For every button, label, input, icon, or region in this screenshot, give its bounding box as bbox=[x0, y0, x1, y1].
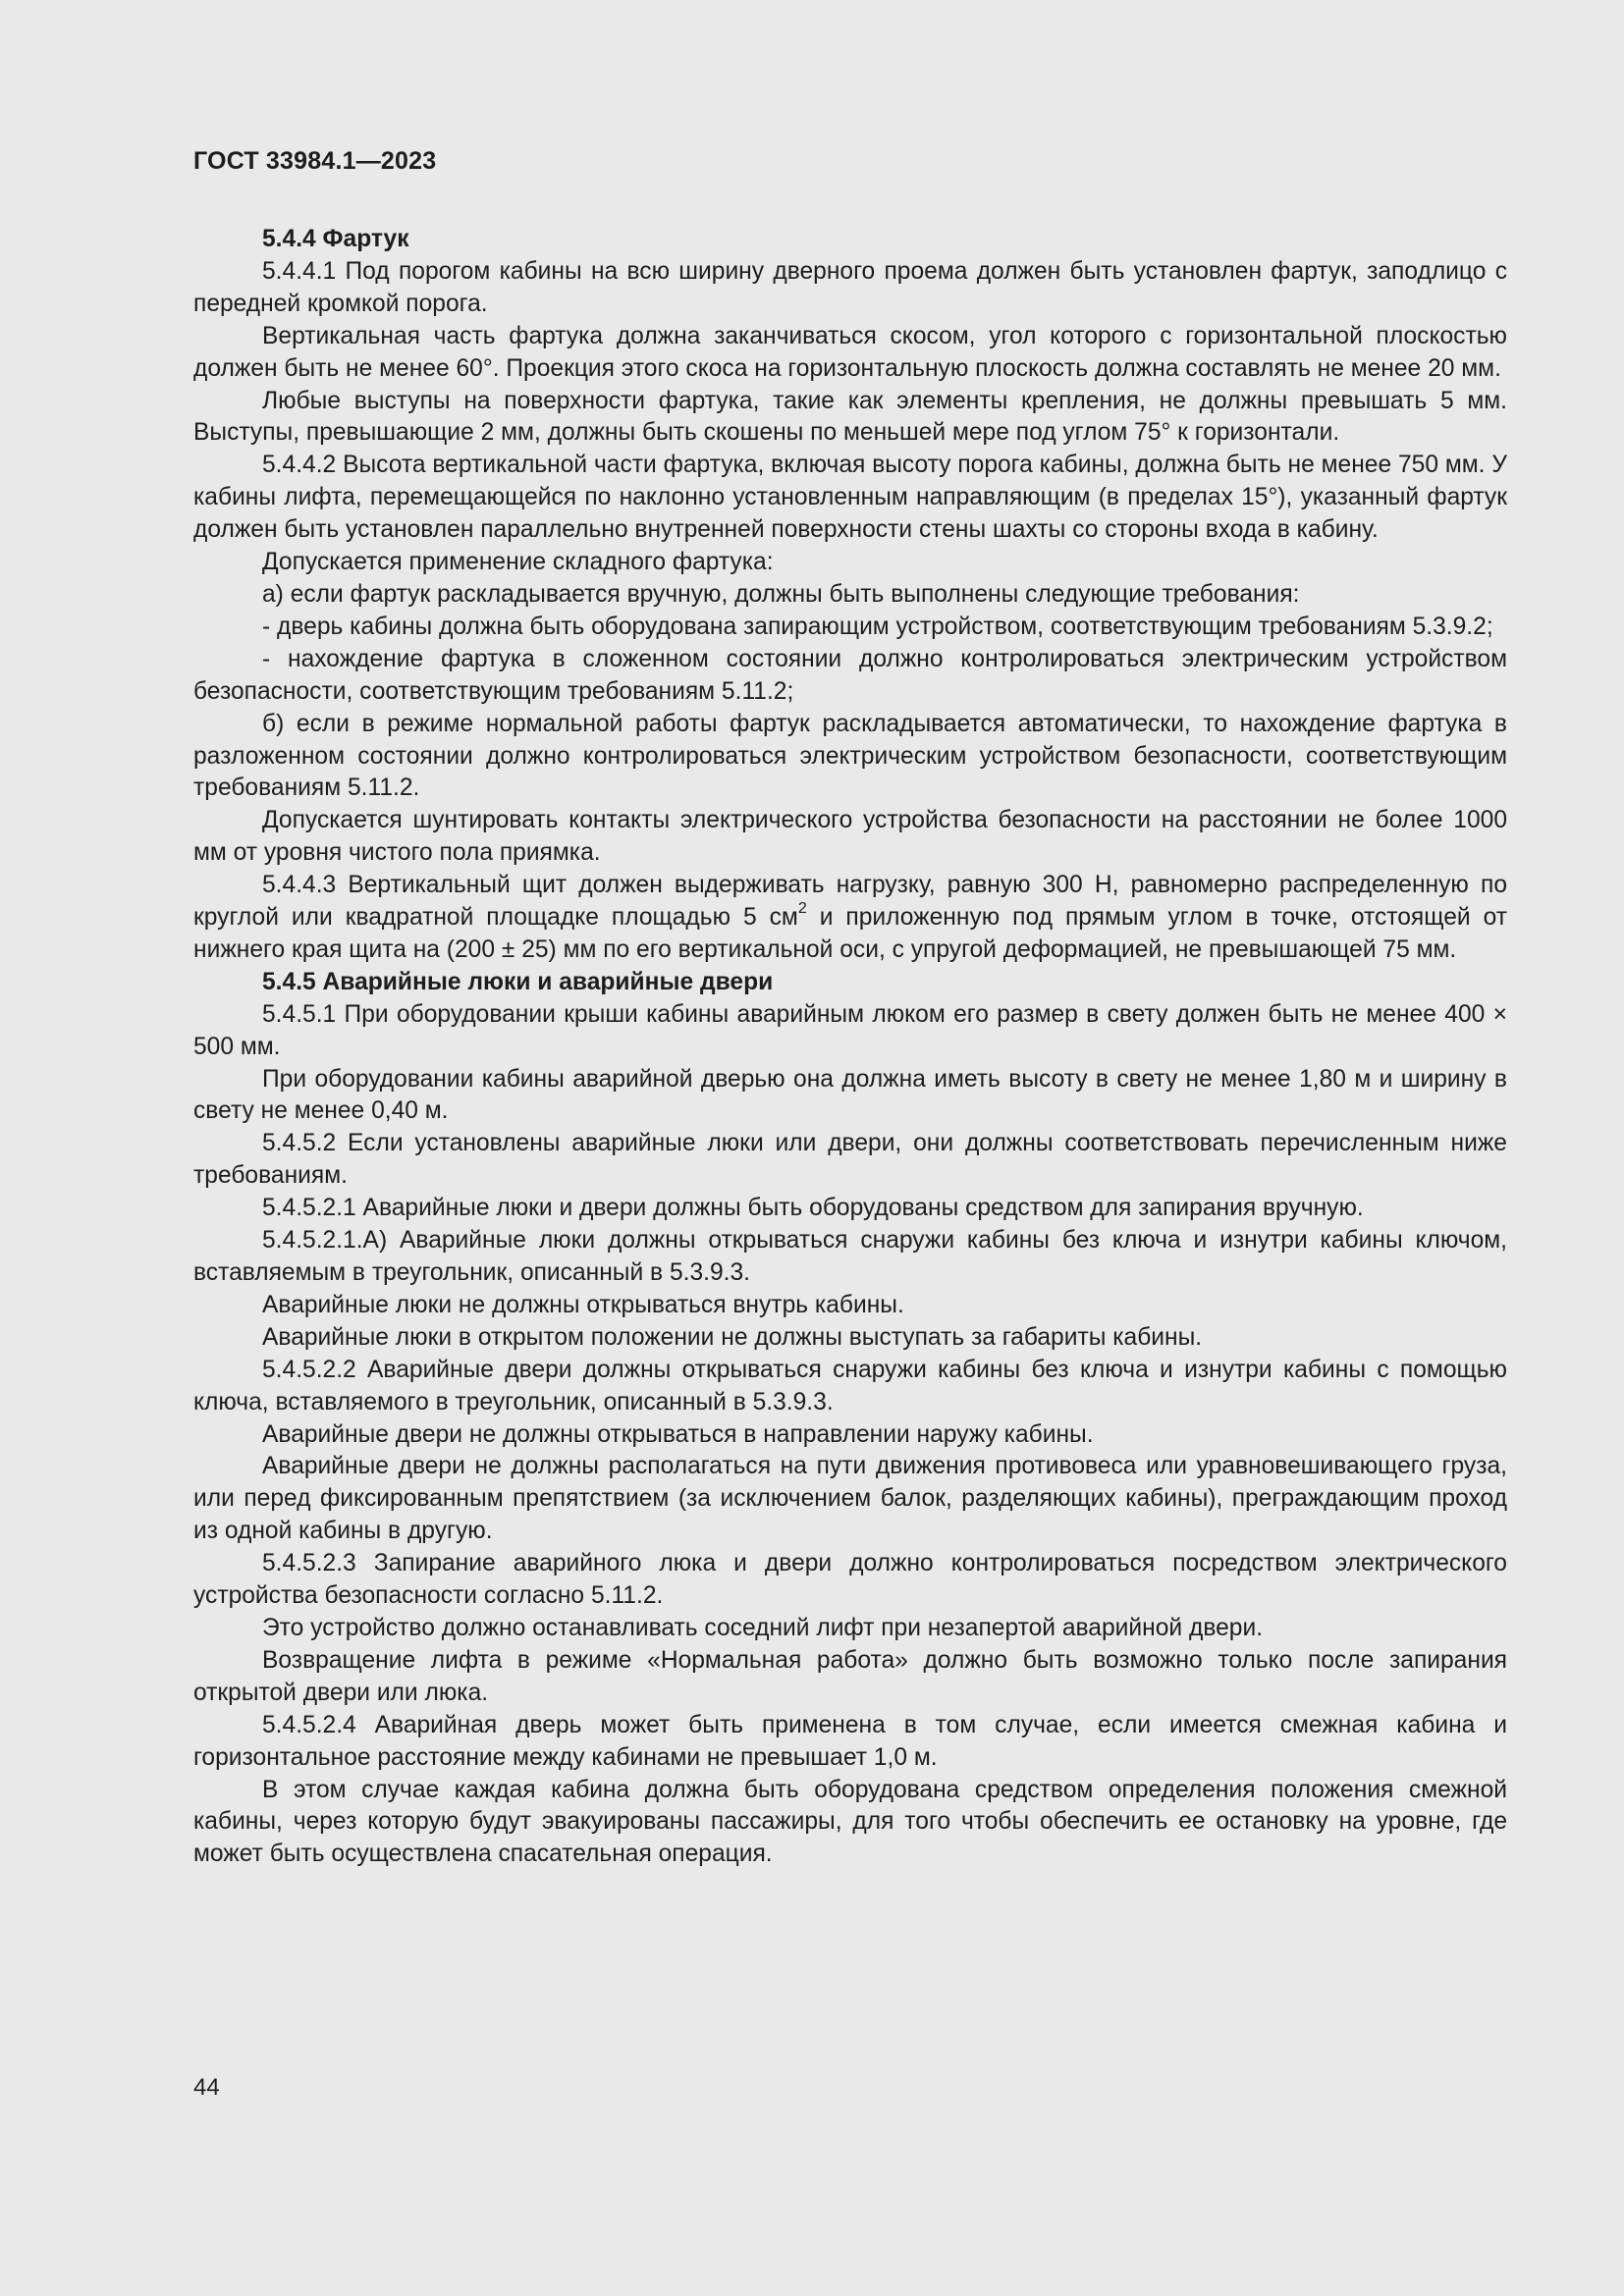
paragraph: 5.4.5.2.4 Аварийная дверь может быть применена в том случае, если имеется смежная кабина и горизонтальное расстояние между кабинами не превышает 1,0 м. bbox=[193, 1711, 1507, 1771]
paragraph: Аварийные двери не должны располагаться на пути движения противовеса или уравновешивающего груза, или перед фиксированным препятствием (за исключением балок, разделяющих кабины), преграждающим проход из одной кабины в другую. bbox=[193, 1453, 1507, 1545]
paragraph: Возвращение лифта в режиме «Нормальная работа» должно быть возможно только после запирания открытой двери или люка. bbox=[193, 1646, 1507, 1706]
paragraph-5-4-4-3 bbox=[193, 870, 1507, 967]
list-item: - нахождение фартука в сложенном состоянии должно контролироваться электрическим устройством безопасности, соответствующим требованиям 5.11.2; bbox=[193, 645, 1507, 705]
paragraph: 5.4.5.1 При оборудовании крыши кабины аварийным люком его размер в свету должен быть не менее 400 × 500 мм. bbox=[193, 1000, 1507, 1060]
paragraph: Это устройство должно останавливать соседний лифт при незапертой аварийной двери. bbox=[262, 1614, 1264, 1641]
paragraph: В этом случае каждая кабина должна быть оборудована средством определения положения смежной кабины, через которую будут эвакуированы пассажиры, для того чтобы обеспечить ее остановку на уровне, где может быть осуществлена спасательная операция. bbox=[193, 1776, 1507, 1868]
paragraph: 5.4.4.1 Под порогом кабины на всю ширину дверного проема должен быть установлен фартук, заподлицо с передней кромкой порога. bbox=[193, 257, 1507, 317]
paragraph: 5.4.5.2 Если установлены аварийные люки или двери, они должны соответствовать перечисленным ниже требованиям. bbox=[193, 1130, 1507, 1190]
list-item: - дверь кабины должна быть оборудована запирающим устройством, соответствующим требованиям 5.3.9.2; bbox=[262, 613, 1493, 640]
paragraph: 5.4.5.2.2 Аварийные двери должны открываться снаружи кабины без ключа и изнутри кабины с помощью ключа, вставляемого в треугольник, описанный в 5.3.9.3. bbox=[193, 1356, 1507, 1415]
list-item: б) если в режиме нормальной работы фартук раскладывается автоматически, то нахождение фартука в разложенном состоянии должно контролироваться электрическим устройством безопасности, соответствующим требованиям 5.11.2. bbox=[193, 710, 1507, 802]
paragraph: Аварийные люки в открытом положении не должны выступать за габариты кабины. bbox=[262, 1323, 1203, 1351]
paragraph: Любые выступы на поверхности фартука, такие как элементы крепления, не должны превышать 5 мм. Выступы, превышающие 2 мм, должны быть скошены по меньшей мере под углом 75° к горизонтали. bbox=[193, 387, 1507, 447]
paragraph: При оборудовании кабины аварийной дверью она должна иметь высоту в свету не менее 1,80 м и ширину в свету не менее 0,40 м. bbox=[193, 1065, 1507, 1125]
document-body bbox=[193, 224, 1507, 1871]
page-number: 44 bbox=[193, 2074, 220, 2101]
paragraph: Аварийные люки не должны открываться внутрь кабины. bbox=[262, 1291, 904, 1318]
paragraph-text: 5.4.4.3 Вертикальный щит должен выдерживать нагрузку, равную 300 Н, равномерно распределенную по круглой или квадратной площадке площадью 5 см bbox=[193, 872, 1507, 932]
paragraph: 5.4.4.2 Высота вертикальной части фартука, включая высоту порога кабины, должна быть не менее 750 мм. У кабины лифта, перемещающейся по наклонно установленным направляющим (в пределах 15°), указанный фартук должен быть установлен параллельно внутренней поверхности стены шахты со стороны входа в кабину. bbox=[193, 452, 1507, 544]
paragraph: Вертикальная часть фартука должна заканчиваться скосом, угол которого с горизонтальной плоскостью должен быть не менее 60°. Проекция этого скоса на горизонтальную плоскость должна составлять не менее 20 мм. bbox=[193, 322, 1507, 382]
paragraph: 5.4.5.2.1 Аварийные люки и двери должны быть оборудованы средством для запирания вручную. bbox=[262, 1195, 1364, 1222]
paragraph: Допускается шунтировать контакты электрического устройства безопасности на расстоянии не более 1000 мм от уровня чистого пола приямка. bbox=[193, 807, 1507, 867]
paragraph: 5.4.5.2.3 Запирание аварийного люка и двери должно контролироваться посредством электрического устройства безопасности согласно 5.11.2. bbox=[193, 1550, 1507, 1610]
paragraph-text: и приложенную под прямым углом в точке, отстоящей от нижнего края щита на (200 ± 25) мм по его вертикальной оси, с упругой деформацией, не превышающей 75 мм. bbox=[193, 904, 1507, 963]
section-heading-5-4-4: 5.4.4 Фартук bbox=[262, 226, 409, 252]
list-item: а) если фартук раскладывается вручную, должны быть выполнены следующие требования: bbox=[262, 580, 1300, 608]
paragraph: 5.4.5.2.1.А) Аварийные люки должны открываться снаружи кабины без ключа и изнутри кабины ключом, вставляемым в треугольник, описанный в 5.3.9.3. bbox=[193, 1227, 1507, 1286]
paragraph: Аварийные двери не должны открываться в направлении наружу кабины. bbox=[262, 1420, 1094, 1448]
document-header: ГОСТ 33984.1—2023 bbox=[193, 147, 437, 175]
superscript: 2 bbox=[797, 899, 807, 917]
section-heading-5-4-5: 5.4.5 Аварийные люки и аварийные двери bbox=[262, 968, 774, 995]
paragraph: Допускается применение складного фартука: bbox=[262, 549, 774, 576]
